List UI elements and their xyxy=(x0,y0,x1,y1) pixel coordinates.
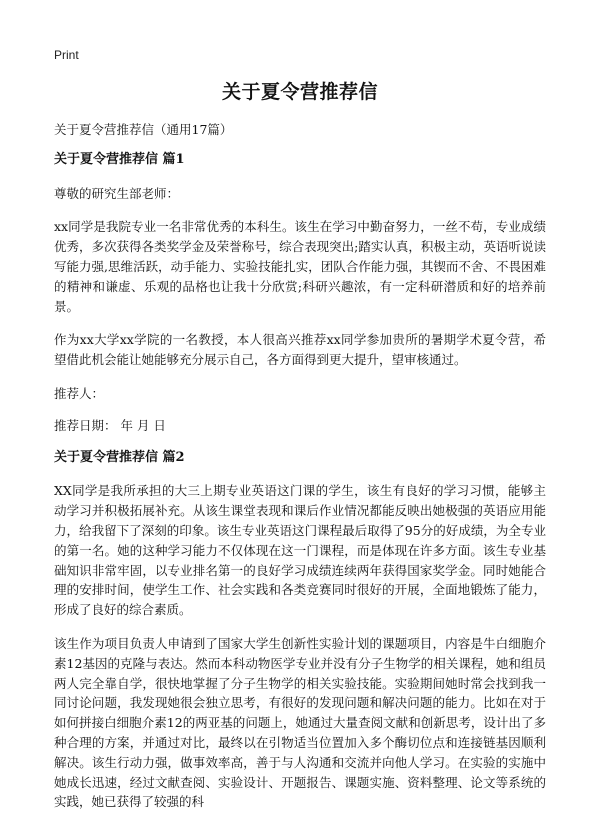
greeting: 尊敬的研究生部老师： xyxy=(54,185,180,201)
recommender-line: 推荐人： xyxy=(54,385,105,401)
section-heading-1: 关于夏令营推荐信 篇1 xyxy=(54,151,185,167)
paragraph: 作为xx大学xx学院的一名教授，本人很高兴推荐xx同学参加贵所的暑期学术夏令营，希望借此机会能让她能够充分展示自己，各方面得到更大提升，望审核通过。 xyxy=(54,332,546,368)
paragraph: xx同学是我院专业一名非常优秀的本科生。该生在学习中勤奋努力，一丝不苟，专业成绩优秀，多次获得各类奖学金及荣誉称号，综合表现突出;踏实认真，积极主动，英语听说读写能力强,思维活跃，动手能力、实验技能扎实，团队合作能力强，其锲而不舍、不畏困难的精神和谦虚、乐观的品格也让我十分欣赏;科研兴趣浓，有一定科研潜质和好的培养前景。 xyxy=(54,219,546,314)
paragraph: XX同学是我所承担的大三上期专业英语这门课的学生，该生有良好的学习习惯，能够主动学习并积极拓展补充。从该生课堂表现和课后作业情况都能反映出她极强的英语应用能力，给我留下了深刻的印象。该生专业英语这门课程最后取得了95分的好成绩，为全专业的第一名。她的这种学习能力不仅体现在这一门课程，而是体现在许多方面。该生专业基础知识非常牢固，以专业排名第一的良好学习成绩连续两年获得国家奖学金。同时她能合理的安排时间，使学生工作、社会实践和各类竞赛同时很好的开展，全面地锻炼了能力，形成了良好的综合素质。 xyxy=(54,483,546,618)
document-body xyxy=(54,120,546,826)
paragraph: 该生作为项目负责人申请到了国家大学生创新性实验计划的课题项目，内容是牛白细胞介素12基因的克隆与表达。然而本科动物医学专业并没有分子生物学的相关课程，她和组员两人完全靠自学，很快地掌握了分子生物学的相关实验技能。实验期间她时常会找到我一同讨论问题，我发现她很会独立思考，有很好的发现问题和解决问题的能力。比如在对于如何拼接白细胞介素12的两亚基的问题上，她通过大量查阅文献和创新思考，设计出了多种合理的方案，并通过对比，最终以在引物适当位置加入多个酶切位点和连接链基因顺利解决。该生行动力强，做事效率高，善于与人沟通和交流并向他人学习。在实验的实施中她成长迅速，经过文献查阅、实验设计、开题报告、课题实施、资料整理、论文等系统的实践，她已获得了较强的科 xyxy=(54,635,546,810)
page-title: 关于夏令营推荐信 xyxy=(221,81,378,103)
document-subtitle: 关于夏令营推荐信（通用17篇） xyxy=(54,122,233,137)
print-link[interactable]: Print xyxy=(54,48,79,62)
section-heading-2: 关于夏令营推荐信 篇2 xyxy=(54,449,185,465)
date-line: 推荐日期： 年 月 日 xyxy=(54,417,166,433)
